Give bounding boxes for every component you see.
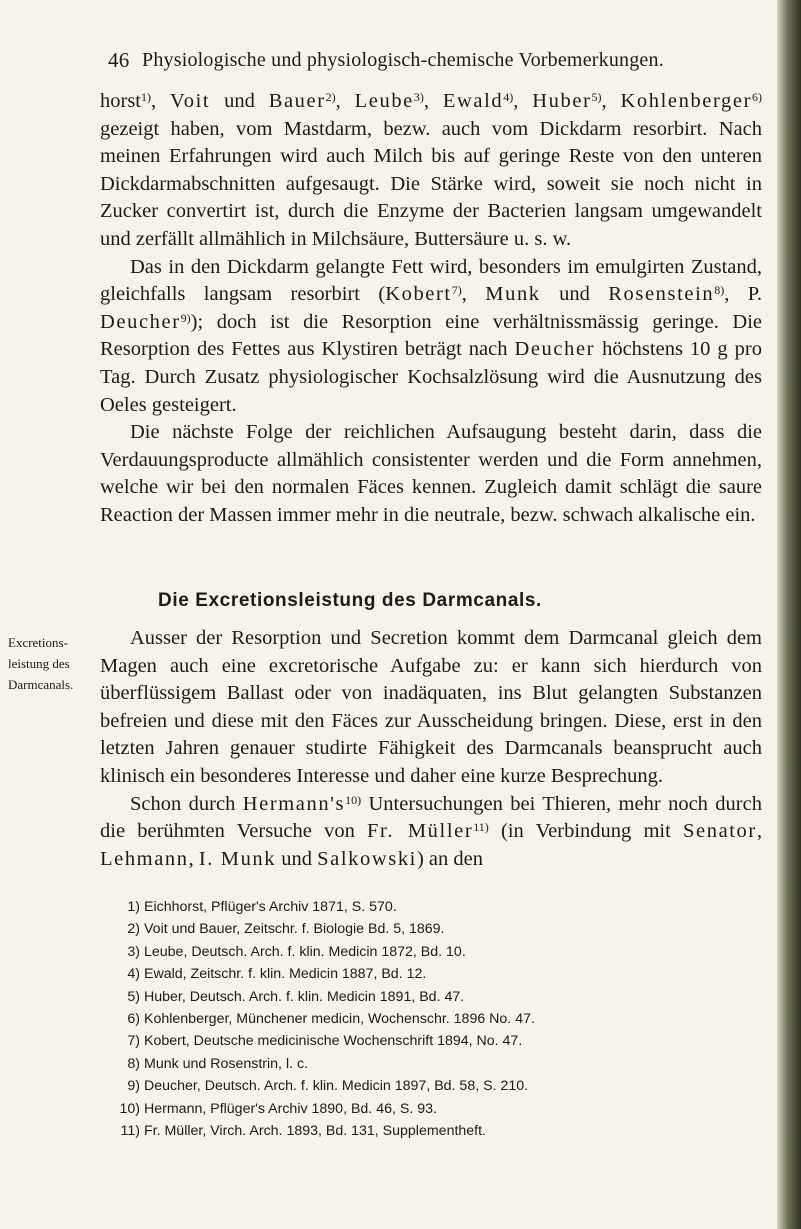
author-name: Ewald <box>442 90 504 112</box>
footnote-ref: 1) <box>141 90 151 104</box>
running-title: Physiologische und physiologisch-chemische Vorbemerkungen. <box>142 49 664 71</box>
text-run: ) an den <box>416 847 483 870</box>
text-run: , P. <box>724 283 763 306</box>
footnote-ref: 7) <box>451 283 462 298</box>
author-name: Huber <box>532 90 592 112</box>
section-text <box>100 625 762 873</box>
footnote-text: Fr. Müller, Virch. Arch. 1893, Bd. 131, Supplementheft. <box>144 1123 487 1140</box>
marginal-note-line: leistung des <box>8 656 70 671</box>
marginal-note <box>8 632 98 695</box>
paragraph-excretion-research <box>100 791 762 874</box>
footnote-text: Eichhorst, Pflüger's Archiv 1871, S. 570. <box>144 899 397 915</box>
paragraph-consequence: Die nächste Folge der reichlichen Aufsaugung besteht darin, dass die Verdauungsproducte allmählich consistenter werden und die Form annehmen, welche wir bei den normalen Fäces kennen. Zugleich damit schlägt die saure Reaction der Massen immer mehr in die neutrale, bezw. schwach alkalische ein. <box>100 421 762 526</box>
footnote <box>118 1098 758 1120</box>
text-run: Untersuchungen bei Thieren, mehr noch durch die berühmten Versuche von <box>100 792 762 843</box>
footnote <box>118 1008 758 1030</box>
footnote-number: 11) <box>120 1123 140 1140</box>
text-run: , <box>423 90 443 112</box>
footnote-number: 3) <box>127 943 140 960</box>
footnote-text: Kobert, Deutsche medicinische Wochenschrift 1894, No. 47. <box>144 1033 523 1050</box>
body-text <box>100 88 762 530</box>
footnote-ref: 3) <box>413 90 424 104</box>
footnote-text: Leube, Deutsch. Arch. f. klin. Medicin 1872, Bd. 10. <box>144 943 466 960</box>
author-name: Deucher <box>514 338 596 361</box>
footnote <box>118 1030 758 1052</box>
marginal-note-line: Darmcanals. <box>8 677 74 692</box>
footnote-number: 1) <box>127 899 140 915</box>
footnote-ref: 8) <box>714 283 725 298</box>
author-name: Salkowski <box>317 847 417 870</box>
footnote <box>118 986 758 1008</box>
author-name: Deucher <box>100 310 181 333</box>
text-run: Das in den Dickdarm gelangte Fett wird, besonders im emulgirten Zustand, gleichfalls langsam resorbirt ( <box>100 255 762 306</box>
text-run: Schon durch <box>130 792 243 815</box>
footnote-number: 6) <box>127 1011 140 1028</box>
footnote <box>118 1075 758 1097</box>
footnote-ref: 2) <box>325 90 336 104</box>
footnote-text: Voit und Bauer, Zeitschr. f. Biologie Bd. 5, 1869. <box>144 921 445 938</box>
author-name: Munk <box>485 283 541 306</box>
text-run: , <box>335 90 355 112</box>
marginal-note-line: Excretions- <box>8 635 68 650</box>
footnote-number: 4) <box>127 966 140 983</box>
footnote-number: 8) <box>127 1055 140 1072</box>
footnote-number: 10) <box>119 1100 140 1117</box>
paragraph-fat-resorption <box>100 254 762 420</box>
author-name: Leube <box>354 90 414 112</box>
footnote <box>118 918 758 940</box>
footnote-number: 5) <box>127 988 140 1005</box>
scan-page-edge <box>777 0 801 1229</box>
footnote-text: Munk und Rosenstrin, l. c. <box>144 1055 309 1072</box>
footnote-ref: 4) <box>503 90 514 104</box>
text-run: höchstens 10 g pro Tag. Durch Zusatz physiologischer Kochsalzlösung wird die Ausnutzung des Oeles gesteigert. <box>100 338 762 416</box>
page-number: 46 <box>108 48 130 72</box>
text-run: horst <box>100 90 141 112</box>
paragraph-excretion-intro: Ausser der Resorption und Secretion kommt dem Darmcanal gleich dem Magen auch eine excretorische Aufgabe zu: er kann sich hierdurch von überflüssigem Ballast oder von inadäquaten, ins Blut gelangten Substanzen befreien und diese mit den Fäces zur Ausscheidung bringen. Diese, erst in den letzten Jahren genauer studirte Fähigkeit des Darmcanals beansprucht auch klinisch ein besonderes Interesse und daher eine kurze Besprechung. <box>100 627 762 787</box>
footnote-ref: 5) <box>591 90 602 104</box>
author-name: Senator <box>683 820 757 843</box>
footnote-number: 2) <box>127 921 140 938</box>
text-run: ); doch ist die Resorption eine verhältnissmässig geringe. Die Resorption des Fettes aus Klystiren beträgt nach <box>100 310 762 361</box>
footnote <box>118 941 758 963</box>
footnote <box>118 896 758 918</box>
text-run: und <box>276 847 318 870</box>
footnote-number: 9) <box>127 1078 140 1095</box>
text-run: , <box>513 90 533 112</box>
footnote-ref: 9) <box>180 310 191 325</box>
footnote-text: Ewald, Zeitschr. f. klin. Medicin 1887, Bd. 12. <box>144 966 427 983</box>
text-run: und <box>540 283 609 306</box>
footnote <box>118 1120 758 1142</box>
author-name: Kobert <box>385 283 452 306</box>
section-heading: Die Excretionsleistung des Darmcanals. <box>158 590 542 611</box>
author-name: Fr. Müller <box>367 820 474 843</box>
author-name: I. Munk <box>198 847 277 870</box>
text-run: , <box>188 847 199 870</box>
footnote-text: Kohlenberger, Münchener medicin, Wochenschr. 1896 No. 47. <box>144 1011 535 1028</box>
text-run: , <box>756 820 762 843</box>
text-run: gezeigt haben, vom Mastdarm, bezw. auch vom Dickdarm resorbirt. Nach meinen Erfahrungen wird auch Milch bis auf geringe Reste von den unteren Dickdarmabschnitten aufgesaugt. Die Stärke wird, soweit sie noch nicht in Zucker convertirt ist, durch die Enzyme der Bacterien langsam umgewandelt und zerfällt allmählich in Milchsäure, Buttersäure u. s. w. <box>100 117 762 250</box>
author-name: Bauer <box>268 90 326 112</box>
author-name: Rosenstein <box>608 283 715 306</box>
page-header <box>108 48 708 78</box>
footnote-text: Deucher, Deutsch. Arch. f. klin. Medicin 1897, Bd. 58, S. 210. <box>144 1078 529 1095</box>
author-name: Hermann's <box>242 792 346 815</box>
footnote-text: Hermann, Pflüger's Archiv 1890, Bd. 46, S. 93. <box>144 1100 437 1117</box>
footnote-ref: 11) <box>473 820 489 835</box>
footnote-ref: 6) <box>752 90 763 104</box>
footnote-number: 7) <box>127 1033 140 1050</box>
text-run: und <box>210 90 269 112</box>
author-name: Lehmann <box>100 847 189 870</box>
author-name: Voit <box>170 90 211 112</box>
text-run: (in Verbindung mit <box>488 820 684 843</box>
footnote-ref: 10) <box>345 792 362 807</box>
author-name: Kohlenberger <box>620 90 753 112</box>
text-run: , <box>461 283 486 306</box>
footnotes <box>118 896 758 1142</box>
text-run: , <box>151 90 170 112</box>
footnote <box>118 1053 758 1075</box>
footnote-text: Huber, Deutsch. Arch. f. klin. Medicin 1891, Bd. 47. <box>144 988 465 1005</box>
paragraph-continuation <box>100 88 762 254</box>
text-run: , <box>601 90 621 112</box>
footnote <box>118 963 758 985</box>
